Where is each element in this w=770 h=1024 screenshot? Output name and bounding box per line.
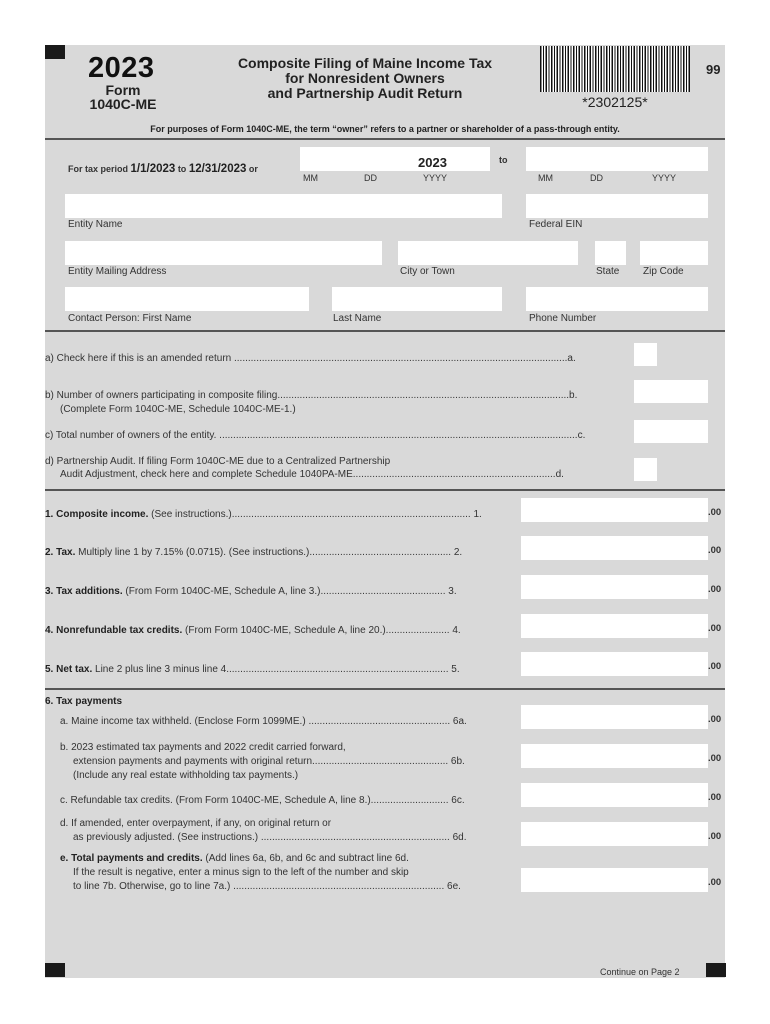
- registration-mark-bottom-right: [706, 963, 726, 977]
- line-4-text: 4. Nonrefundable tax credits. (From Form 1040C-ME, Schedule A, line 20.)....................... 4.: [45, 625, 461, 636]
- line-5-field[interactable]: [521, 652, 708, 676]
- line-4-field[interactable]: [521, 614, 708, 638]
- title-line-1: Composite Filing of Maine Income Tax: [237, 55, 493, 71]
- tax-period-start: 1/1/2023: [130, 163, 176, 175]
- lines-divider: [45, 688, 725, 690]
- first-name-label: Contact Person: First Name: [68, 313, 192, 324]
- line-5-text: 5. Net tax. Line 2 plus line 3 minus line 4................................................................................ 5.: [45, 664, 460, 675]
- line-1-field[interactable]: [521, 498, 708, 522]
- end-mm-label: MM: [538, 173, 553, 183]
- period-to-label: to: [499, 155, 508, 165]
- period-end-field[interactable]: [526, 147, 708, 171]
- line-3-text: 3. Tax additions. (From Form 1040C-ME, Schedule A, line 3.)............................................. 3.: [45, 586, 457, 597]
- phone-field[interactable]: [526, 287, 708, 311]
- line-6e-text-2: If the result is negative, enter a minus sign to the left of the number and skip: [73, 867, 409, 878]
- continue-note: Continue on Page 2: [600, 967, 680, 977]
- end-dd-label: DD: [590, 173, 603, 183]
- checks-divider: [45, 489, 725, 491]
- barcode: [540, 46, 690, 92]
- amended-return-checkbox[interactable]: [634, 343, 657, 366]
- header-divider: [45, 138, 725, 140]
- entity-name-field[interactable]: [65, 194, 502, 218]
- city-label: City or Town: [400, 266, 455, 277]
- line-5-cents: .00: [708, 661, 722, 672]
- owners-participating-text: b) Number of owners participating in composite filing.........................................................................................................b.: [45, 390, 578, 401]
- line-6b-text-2: extension payments and payments with original return................................................. 6b.: [73, 756, 465, 767]
- registration-mark-bottom-left: [45, 963, 65, 977]
- entity-divider: [45, 330, 725, 332]
- line-3-cents: .00: [708, 584, 722, 595]
- line-6d-text-2: as previously adjusted. (See instructions.) .................................................................... 6d.: [73, 832, 467, 843]
- line-6e-cents: .00: [708, 877, 722, 888]
- state-field[interactable]: [595, 241, 626, 265]
- partnership-audit-checkbox[interactable]: [634, 458, 657, 481]
- start-dd-label: DD: [364, 173, 377, 183]
- title-line-2: for Nonresident Owners: [285, 70, 445, 86]
- partnership-audit-text: d) Partnership Audit. If filing Form 1040C-ME due to a Centralized Partnership: [45, 456, 391, 467]
- purpose-note: For purposes of Form 1040C-ME, the term “owner” refers to a partner or shareholder of a pass-through entity.: [150, 124, 620, 134]
- start-yyyy-label: YYYY: [423, 173, 448, 183]
- line-2-field[interactable]: [521, 536, 708, 560]
- barcode-number: *2302125*: [582, 94, 648, 110]
- last-name-field[interactable]: [332, 287, 502, 311]
- registration-mark-top-left: [45, 45, 65, 59]
- line-6a-cents: .00: [708, 714, 722, 725]
- mailing-address-field[interactable]: [65, 241, 382, 265]
- line-1-cents: .00: [708, 507, 722, 518]
- state-label: State: [596, 266, 620, 277]
- line-3-field[interactable]: [521, 575, 708, 599]
- line-4-cents: .00: [708, 623, 722, 634]
- line-6-heading: 6. Tax payments: [45, 696, 123, 707]
- start-mm-label: MM: [303, 173, 318, 183]
- period-start-field[interactable]: [300, 147, 490, 171]
- form-word: Form: [105, 82, 141, 98]
- page-code: 99: [706, 62, 721, 77]
- tax-period-label: For tax period 1/1/2023 to 12/31/2023 or: [68, 163, 258, 175]
- line-6b-text-3: (Include any real estate withholding tax payments.): [73, 770, 299, 781]
- zip-label: Zip Code: [643, 266, 684, 277]
- phone-label: Phone Number: [529, 313, 597, 324]
- partnership-audit-text-2: Audit Adjustment, check here and complete Schedule 1040PA-ME.........................................................................d.: [60, 469, 564, 480]
- line-6d-cents: .00: [708, 831, 722, 842]
- form-year: 2023: [88, 52, 155, 84]
- line-6e-text-3: to line 7b. Otherwise, go to line 7a.) ............................................................................ 6e.: [73, 881, 461, 892]
- zip-field[interactable]: [640, 241, 708, 265]
- city-field[interactable]: [398, 241, 578, 265]
- line-6e-text-1: e. Total payments and credits. (Add lines 6a, 6b, and 6c and subtract line 6d.: [60, 853, 409, 864]
- line-6c-field[interactable]: [521, 783, 708, 807]
- form-number: 1040C-ME: [89, 96, 157, 112]
- total-owners-field[interactable]: [634, 420, 708, 443]
- line-6c-cents: .00: [708, 792, 722, 803]
- line-6a-field[interactable]: [521, 705, 708, 729]
- total-owners-text: c) Total number of owners of the entity. .................................................................................................................................c.: [45, 430, 586, 441]
- line-6b-text-1: b. 2023 estimated tax payments and 2022 credit carried forward,: [60, 742, 346, 753]
- line-6d-text-1: d. If amended, enter overpayment, if any, on original return or: [60, 818, 332, 829]
- tax-period-end: 12/31/2023: [188, 163, 247, 175]
- federal-ein-field[interactable]: [526, 194, 708, 218]
- amended-return-text: a) Check here if this is an amended return ........................................................................................................................a.: [45, 353, 576, 364]
- line-6b-cents: .00: [708, 753, 722, 764]
- last-name-label: Last Name: [333, 313, 382, 324]
- period-start-year-value: 2023: [418, 155, 447, 170]
- line-6a-text: a. Maine income tax withheld. (Enclose Form 1099ME.) ................................................... 6a.: [60, 716, 467, 727]
- line-6e-field[interactable]: [521, 868, 708, 892]
- line-6d-field[interactable]: [521, 822, 708, 846]
- line-2-text: 2. Tax. Multiply line 1 by 7.15% (0.0715). (See instructions.)................................................... 2.: [45, 547, 463, 558]
- entity-name-label: Entity Name: [68, 219, 123, 230]
- line-2-cents: .00: [708, 545, 722, 556]
- line-1-text: 1. Composite income. (See instructions.)...................................................................................... 1.: [45, 509, 482, 520]
- title-line-3: and Partnership Audit Return: [267, 85, 463, 101]
- form-title: [220, 56, 510, 101]
- line-6b-field[interactable]: [521, 744, 708, 768]
- first-name-field[interactable]: [65, 287, 309, 311]
- owners-participating-note: (Complete Form 1040C-ME, Schedule 1040C-ME-1.): [60, 404, 296, 415]
- owners-participating-field[interactable]: [634, 380, 708, 403]
- federal-ein-label: Federal EIN: [529, 219, 583, 230]
- mailing-address-label: Entity Mailing Address: [68, 266, 167, 277]
- end-yyyy-label: YYYY: [652, 173, 677, 183]
- line-6c-text: c. Refundable tax credits. (From Form 1040C-ME, Schedule A, line 8.)............................ 6c.: [60, 795, 465, 806]
